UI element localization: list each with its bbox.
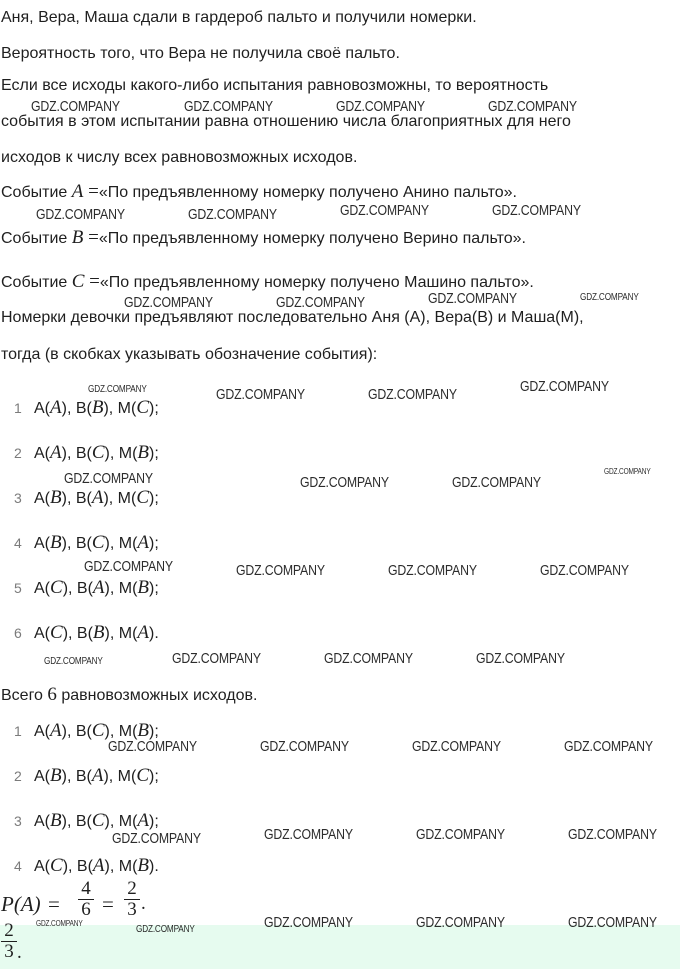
watermark: GDZ.COMPANY [236,562,325,579]
list-item: 2 A(A), B(C), M(B); [14,442,159,463]
watermark: GDZ.COMPANY [84,558,173,575]
order-line-2: тогда (в скобках указывать обозначение события): [1,346,378,363]
watermark: GDZ.COMPANY [324,650,413,667]
watermark: GDZ.COMPANY [124,294,213,311]
watermark: GDZ.COMPANY [108,738,197,755]
list-item: 1 A(A), B(C), M(B); [14,720,159,741]
list-item: 4 A(B), B(C), M(A); [14,532,159,553]
watermark: GDZ.COMPANY [416,826,505,843]
formula-eq: = [48,892,60,916]
event-symbol: B [71,227,84,248]
event-symbol: C [71,271,85,292]
event-eq: = [84,271,100,292]
answer-highlight [0,925,680,969]
watermark: GDZ.COMPANY [136,924,195,935]
list-item: 1 A(A), B(B), M(C); [14,397,159,418]
rule-line-2: события в этом испытании равна отношению числа благоприятных для него [1,113,571,130]
list-item: 3 A(B), B(C), M(A); [14,810,159,831]
list-item: 5 A(C), B(A), M(B); [14,577,159,598]
watermark: GDZ.COMPANY [276,294,365,311]
watermark: GDZ.COMPANY [64,470,153,487]
watermark: GDZ.COMPANY [520,378,609,395]
event-eq: = [83,181,99,202]
order-line-1: Номерки девочки предъявляют последовательно Аня (А), Вера(В) и Маша(М), [1,309,584,326]
watermark: GDZ.COMPANY [368,386,457,403]
event-prefix: Событие [1,184,72,201]
watermark: GDZ.COMPANY [564,738,653,755]
watermark: GDZ.COMPANY [184,98,273,115]
watermark: GDZ.COMPANY [88,384,147,395]
intro-line-1: Аня, Вера, Маша сдали в гардероб пальто и получили номерки. [1,9,477,26]
watermark: GDZ.COMPANY [428,290,517,307]
rule-line-1: Если все исходы какого-либо испытания равновозможны, то вероятность [1,77,549,94]
formula-lhs: P(A) [1,892,41,916]
watermark: GDZ.COMPANY [264,826,353,843]
formula-eq-2: = [102,892,114,916]
fraction-2-3: 2 3 [124,880,140,919]
event-text: «По предъявленному номерку получено Машино пальто». [99,274,534,291]
watermark: GDZ.COMPANY [300,474,389,491]
answer-fraction: 2 3 [1,922,17,961]
watermark: GDZ.COMPANY [568,914,657,931]
watermark: GDZ.COMPANY [172,650,261,667]
event-a [1,182,517,203]
event-text: «По предъявленному номерку получено Верино пальто». [98,230,526,247]
event-text: «По предъявленному номерку получено Анино пальто». [98,184,517,201]
watermark: GDZ.COMPANY [416,914,505,931]
fraction-4-6: 4 6 [78,880,94,919]
watermark: GDZ.COMPANY [336,98,425,115]
list-item: 2 A(B), B(A), M(C); [14,765,159,786]
watermark: GDZ.COMPANY [188,206,277,223]
event-prefix: Событие [1,274,72,291]
watermark: GDZ.COMPANY [540,562,629,579]
watermark: GDZ.COMPANY [476,650,565,667]
watermark: GDZ.COMPANY [568,826,657,843]
list-item: 4 A(C), B(A), M(B). [14,855,159,876]
watermark: GDZ.COMPANY [260,738,349,755]
list-item: 6 A(C), B(B), M(A). [14,622,159,643]
event-b [1,228,526,249]
event-symbol: A [71,181,84,202]
watermark: GDZ.COMPANY [388,562,477,579]
watermark: GDZ.COMPANY [264,914,353,931]
watermark: GDZ.COMPANY [580,292,639,303]
watermark: GDZ.COMPANY [412,738,501,755]
intro-line-2: Вероятность того, что Вера не получила своё пальто. [1,45,400,62]
event-eq: = [83,227,99,248]
watermark: GDZ.COMPANY [492,202,581,219]
list-item: 3 A(B), B(A), M(C); [14,487,159,508]
watermark: GDZ.COMPANY [216,386,305,403]
watermark: GDZ.COMPANY [36,919,83,928]
watermark: GDZ.COMPANY [112,830,201,847]
rule-line-3: исходов к числу всех равновозможных исходов. [1,149,358,166]
watermark: GDZ.COMPANY [604,467,651,476]
total-outcomes: Всего 6 равновозможных исходов. [1,684,258,705]
watermark: GDZ.COMPANY [340,202,429,219]
event-prefix: Событие [1,230,72,247]
watermark: GDZ.COMPANY [488,98,577,115]
watermark: GDZ.COMPANY [44,656,103,667]
watermark: GDZ.COMPANY [36,206,125,223]
watermark: GDZ.COMPANY [452,474,541,491]
watermark: GDZ.COMPANY [31,98,120,115]
